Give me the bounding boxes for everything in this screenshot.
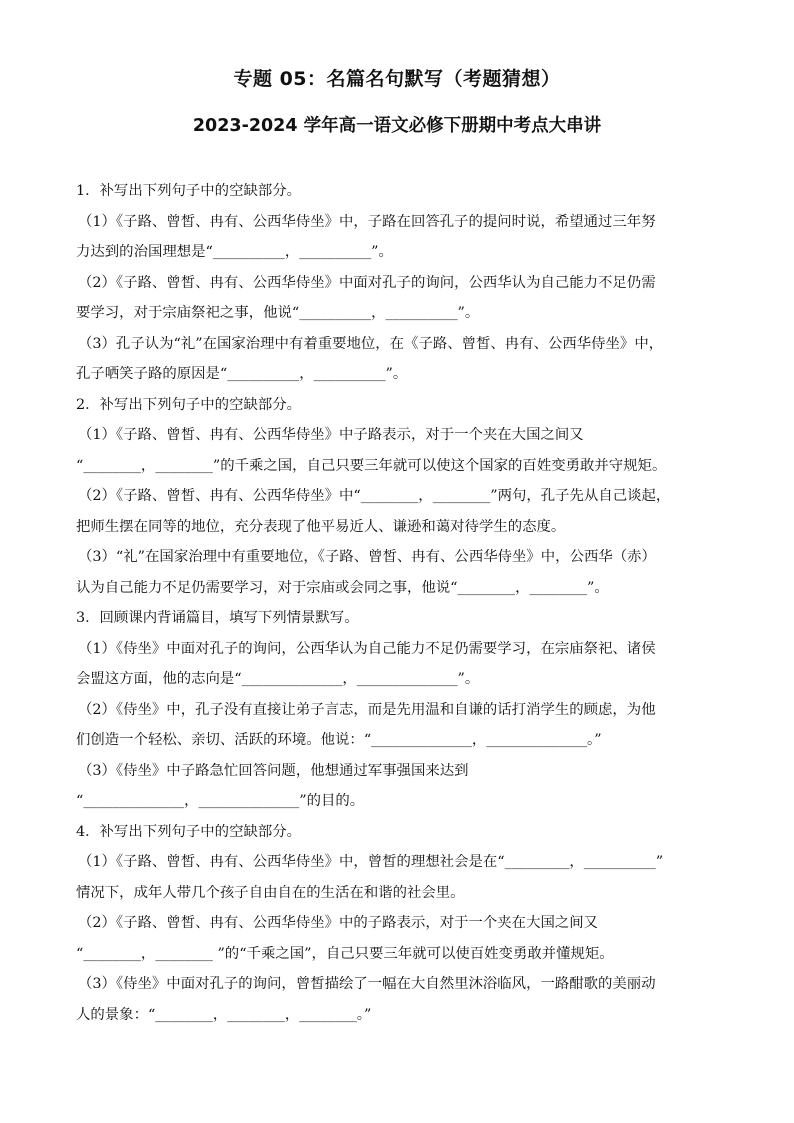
question-4-item-3-line-1: （3）《侍坐》中面对孔子的询问，曾皙描绘了一幅在大自然里沐浴临风，一路酣歌的美丽动 (78, 976, 656, 992)
question-1-item-3-line-1: （3）孔子认为“礼”在国家治理中有着重要地位，在《子路、曾皙、冉有、公西华侍坐》中， (78, 335, 664, 352)
question-3-item-2-line-1: （2）《侍坐》中，孔子没有直接让弟子言志，而是先用温和自谦的话打消学生的顾虑，为他 (78, 701, 656, 718)
question-4-item-2-line-1: （2）《子路、曾皙、冉有、公西华侍坐》中的子路表示，对于一个夹在大国之间又 (78, 915, 599, 931)
question-2-item-1-line-1: （1）《子路、曾皙、冉有、公西华侍坐》中子路表示，对于一个夹在大国之间又 (78, 427, 584, 443)
question-1-item-3-line-2: 孔子哂笑子路的原因是“__________，__________”。 (76, 366, 408, 382)
question-1-item-1-line-1: （1）《子路、曾皙、冉有、公西华侍坐》中，子路在回答孔子的提问时说，希望通过三年努 (78, 213, 656, 230)
question-4-item-3-line-2: 人的景象：“________，________，________。” (76, 1006, 372, 1023)
question-3-item-2-line-2: 们创造一个轻松、亲切、活跃的环境。他说：“______________，______________。” (76, 732, 602, 748)
question-3-item-3-line-1: （3）《侍坐》中子路急忙回答问题，他想通过军事强国来达到 (78, 762, 469, 779)
question-4-item-1-line-2: 情况下，成年人带几个孩子自由自在的生活在和谐的社会里。 (76, 884, 465, 901)
question-3-heading: 3．回顾课内背诵篇目，填写下列情景默写。 (76, 610, 359, 626)
question-1-item-2-line-2: 要学习，对于宗庙祭祀之事，他说“__________，__________”。 (76, 305, 480, 321)
page-title: 专题 05：名篇名句默写（考题猜想） (233, 68, 561, 90)
page-subtitle: 2023-2024 学年高一语文必修下册期中考点大串讲 (192, 116, 602, 136)
exercise-body (76, 176, 726, 1030)
question-3-item-3-line-2: “______________，______________”的目的。 (76, 793, 365, 809)
question-2-item-3-line-1: （3）“礼”在国家治理中有重要地位，《子路、曾皙、冉有、公西华侍坐》中，公西华（赤） (78, 549, 656, 565)
question-2-heading: 2．补写出下列句子中的空缺部分。 (76, 396, 302, 413)
question-3-item-1-line-1: （1）《侍坐》中面对孔子的询问，公西华认为自己能力不足仍需要学习，在宗庙祭祀、诸侯 (78, 640, 656, 657)
question-2-item-1-line-2: “________，________”的千乘之国，自己只要三年就可以使这个国家的百姓变勇敢并守规矩。 (76, 457, 667, 474)
question-2-item-3-line-2: 认为自己能力不足仍需要学习，对于宗庙或会同之事，他说“________，________”。 (76, 579, 609, 596)
question-3-item-1-line-2: 会盟这方面，他的志向是“______________，______________”。 (76, 671, 480, 687)
question-1-item-2-line-1: （2）《子路、曾皙、冉有、公西华侍坐》中面对孔子的询问，公西华认为自己能力不足仍需 (78, 274, 656, 291)
question-1-heading: 1．补写出下列句子中的空缺部分。 (76, 183, 302, 199)
question-1-item-1-line-2: 力达到的治国理想是“__________，__________”。 (76, 244, 393, 260)
question-4-item-1-line-1: （1）《子路、曾皙、冉有、公西华侍坐》中，曾皙的理想社会是在“_________，__________” (78, 854, 664, 870)
question-2-item-2-line-1: （2）《子路、曾皙、冉有、公西华侍坐》中“________，________”两句，孔子先从自己谈起， (78, 488, 671, 504)
question-4-heading: 4．补写出下列句子中的空缺部分。 (76, 823, 302, 840)
question-2-item-2-line-2: 把师生摆在同等的地位，充分表现了他平易近人、谦逊和蔼对待学生的态度。 (76, 518, 566, 535)
question-4-item-2-line-2: “________，________ ”的“千乘之国”，自己只要三年就可以使百姓变勇敢并懂规矩。 (76, 945, 614, 962)
